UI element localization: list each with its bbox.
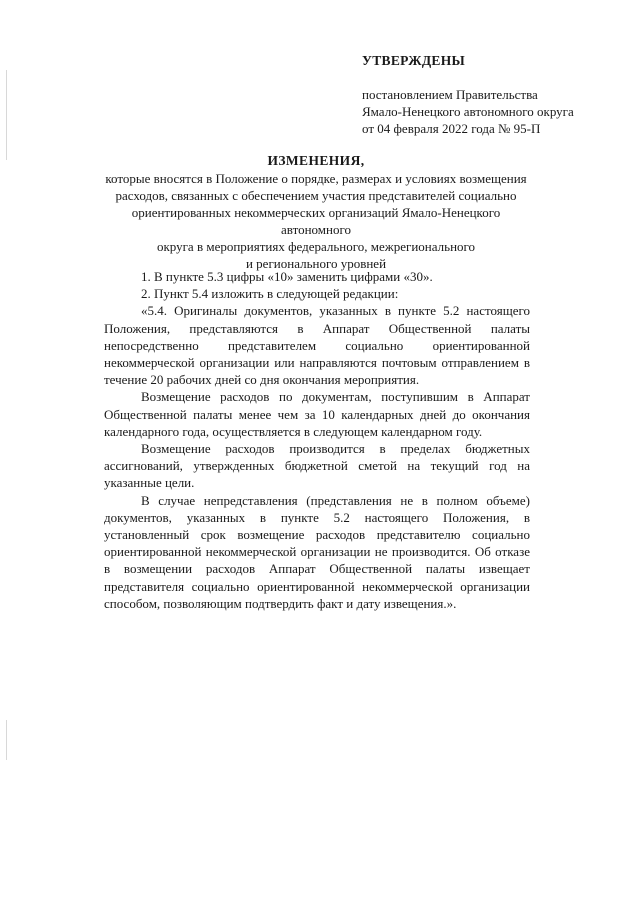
title-line: и регионального уровней [245,256,387,271]
title-line: ориентированных некоммерческих организаций Ямало-Ненецкого автономного [131,205,501,237]
document-title: ИЗМЕНЕНИЯ, [267,153,365,168]
paragraph-clause-5-4: «5.4. Оригиналы документов, указанных в пункте 5.2 настоящего Положения, представляются в Аппарат Общественной палаты непосредственно представителем социально ориентированной некоммерческой организации или направляются почтовым отправлением в течение 20 рабочих дней со дня окончания мероприятия. [104,303,530,388]
paragraph-non-submission: В случае непредставления (представления не в полном объеме) документов, указанных в пункте 5.2 настоящего Положения, в установленный срок возмещение расходов представителю социально ориентированной некоммерческой организации не производится. Об отказе в возмещении расходов Аппарат Общественной палаты извещает представителя социально ориентированной некоммерческой организации способом, позволяющим подтвердить факт и дату извещения.». [104,492,530,611]
paragraph-late-documents: Возмещение расходов по документам, поступившим в Аппарат Общественной палаты менее чем за 10 календарных дней до окончания календарного года, осуществляется в следующем календарном году. [104,389,530,439]
paragraph-item-1: 1. В пункте 5.3 цифры «10» заменить цифрами «30». [141,269,433,284]
scan-edge-mark [6,70,7,160]
title-line: расходов, связанных с обеспечением участия представителей социально [115,188,517,203]
paragraph-item-2: 2. Пункт 5.4 изложить в следующей редакции: [141,286,399,302]
scan-edge-mark [6,720,7,760]
title-line: округа в мероприятиях федерального, межрегионального [156,239,476,254]
approval-line: постановлением Правительства [362,87,538,102]
approval-line: от 04 февраля 2022 года № 95-П [362,121,541,136]
title-line: которые вносятся в Положение о порядке, размерах и условиях возмещения [105,171,527,186]
approval-block [362,52,632,137]
document-title-block [96,152,536,272]
paragraph-budget-limits: Возмещение расходов производится в пределах бюджетных ассигнований, утвержденных бюджетной сметой на текущий год на указанные цели. [104,441,530,491]
approval-line: Ямало-Ненецкого автономного округа [362,104,574,119]
document-body [104,268,530,612]
approval-heading: УТВЕРЖДЕНЫ [362,53,466,68]
